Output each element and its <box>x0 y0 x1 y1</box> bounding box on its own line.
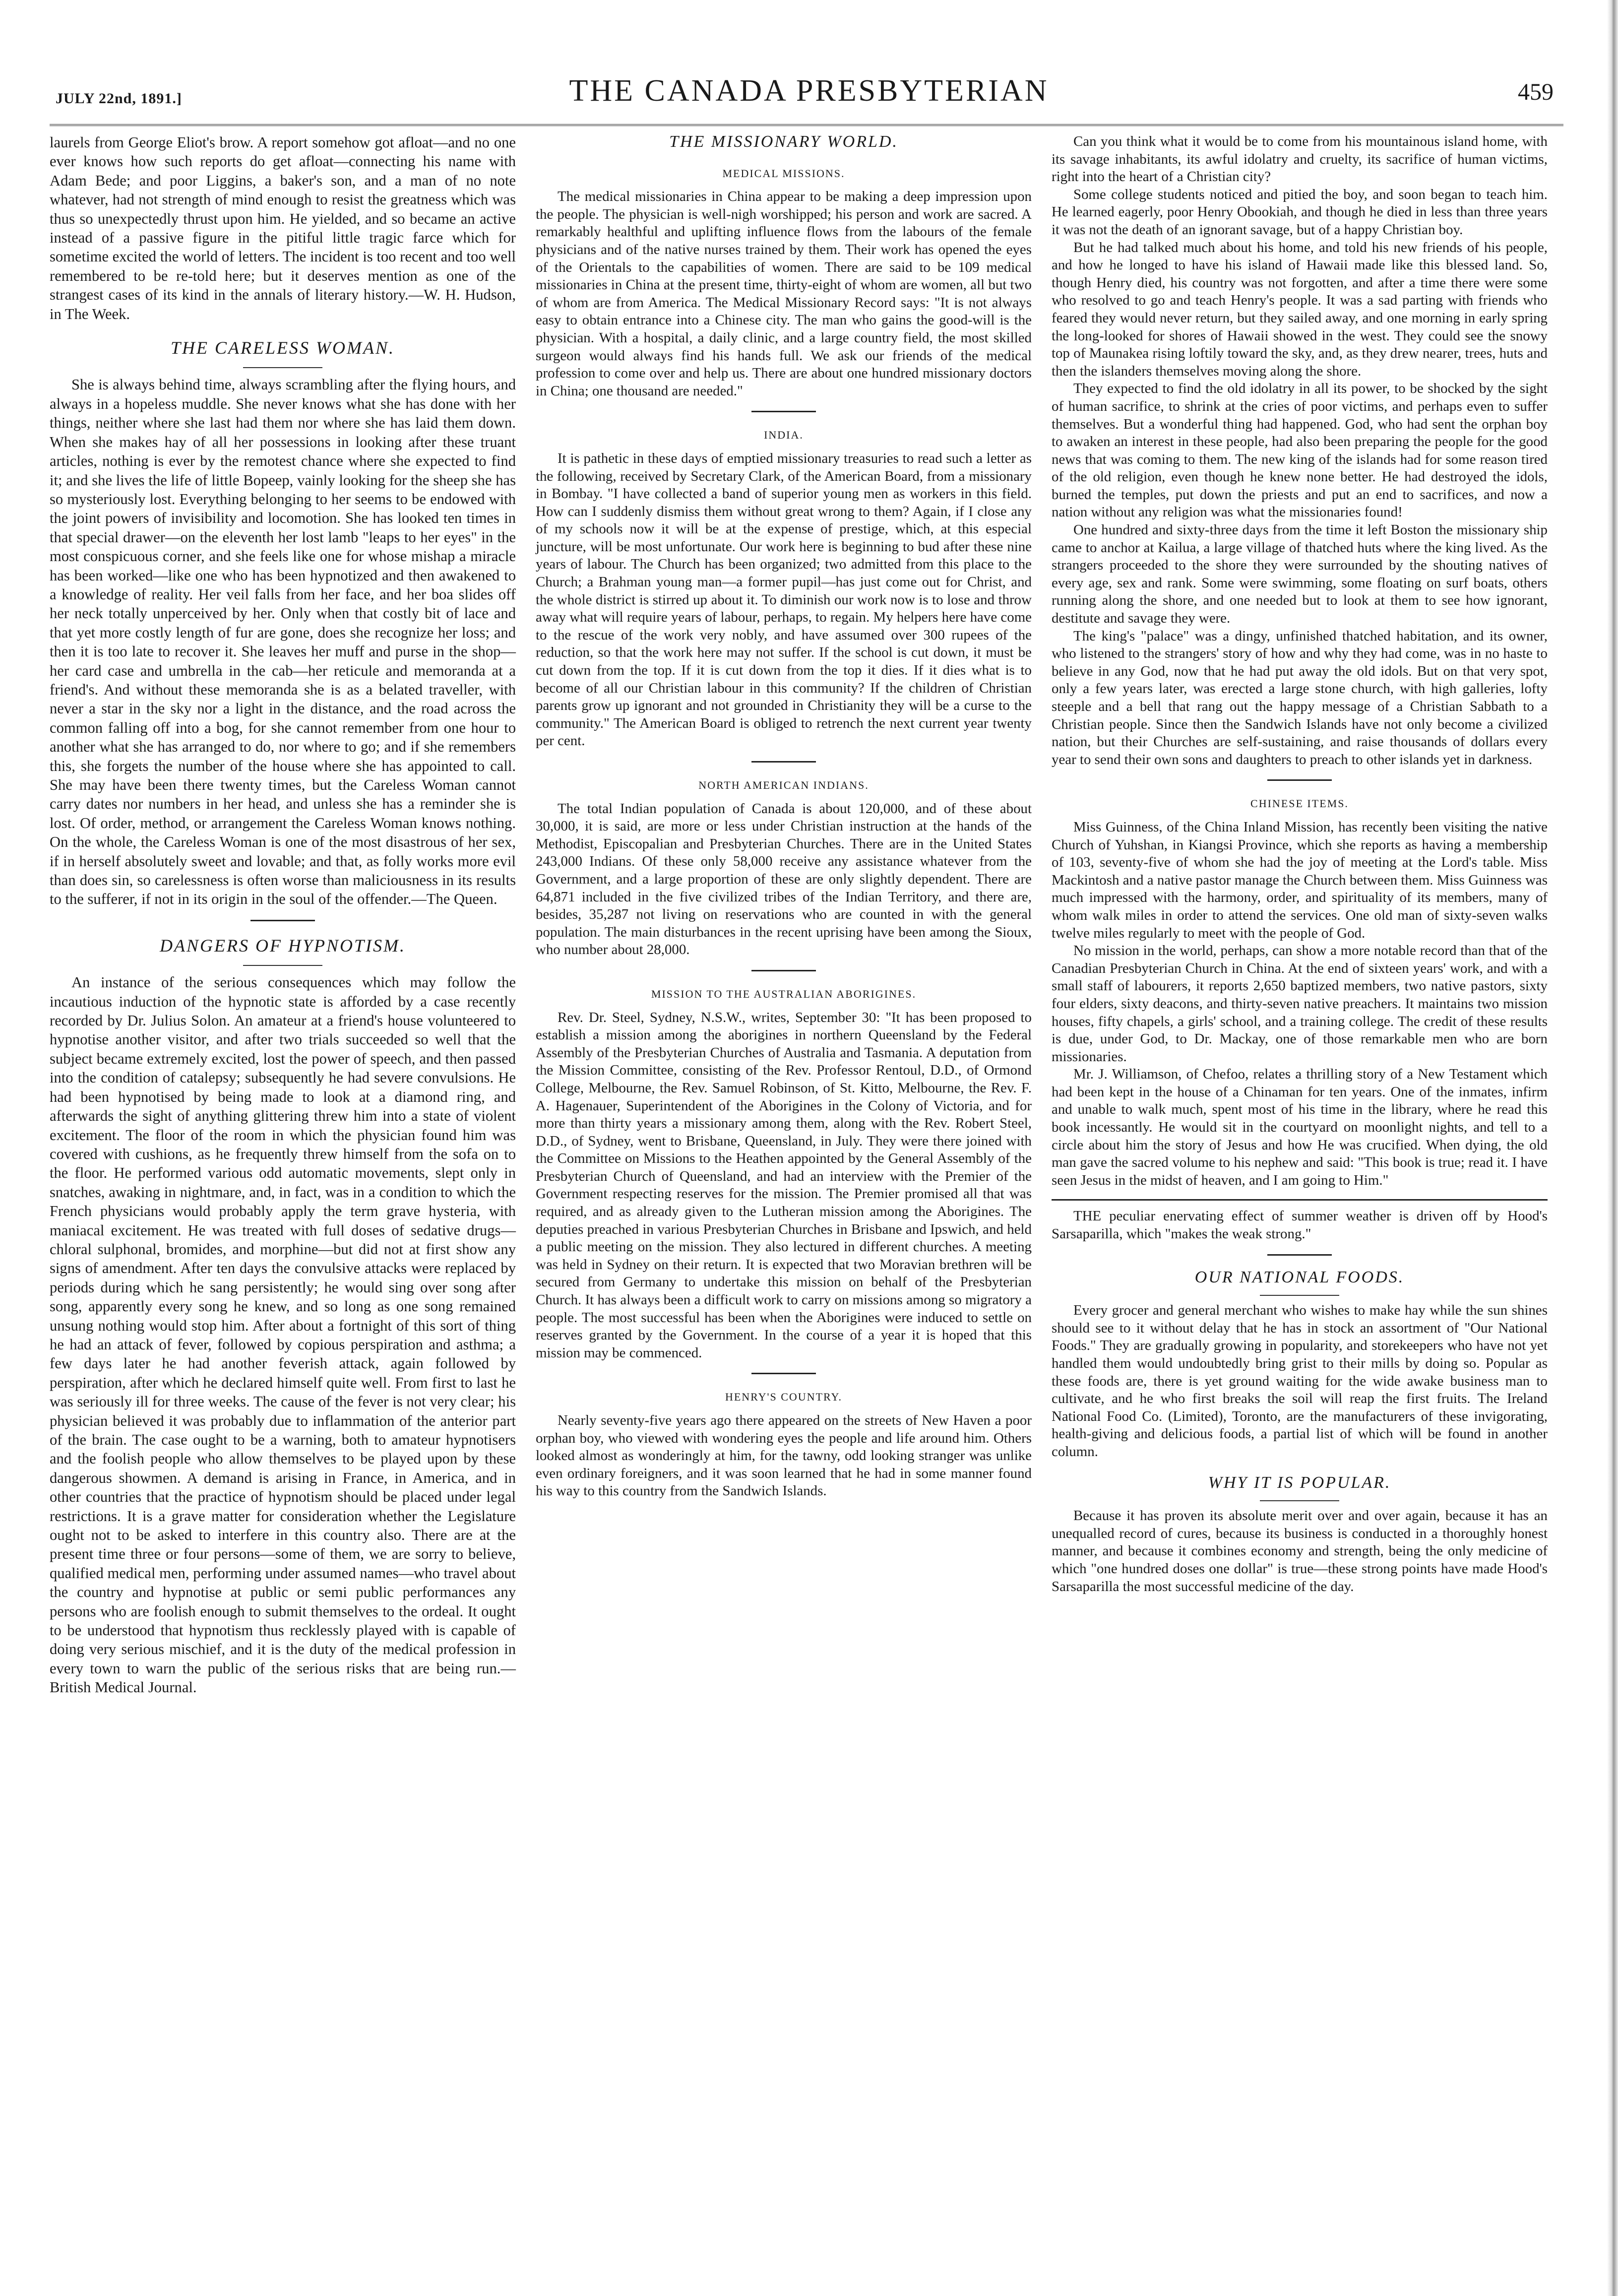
column-1 <box>50 133 516 1697</box>
column-3 <box>1052 133 1548 1595</box>
chinese-items-heading: CHINESE ITEMS. <box>1250 797 1349 810</box>
publication-title: THE CANADA PRESBYTERIAN <box>569 74 1049 108</box>
article-divider <box>1267 1254 1332 1256</box>
hypnotism-body: An instance of the serious consequences which may follow the incautious induction of the hypnotic state is afforded by a case recently recorded by Dr. Julius Solon. An amateur at a friend's house volunteered to hypnotise another visitor, and after two trials succeeded so well that the subject became extremely excited, lost the power of speech, and then passed into the condition of catalepsy; subsequently he had severe convulsions. He had been hypnotised by being made to look at a diamond ring, and afterwards the sight of anything glittering threw him into a state of violent excitement. The floor of the room in which the physician found him was covered with cushions, as he frequently threw himself from the sofa on to the floor. He performed various odd automatic movements, slept only in snatches, awaking in nightmare, and, in fact, was in a condition to which the French physicians would probably apply the term grave hysteria, with maniacal excitement. He was treated with full doses of sedative drugs—chloral sulphonal, bromides, and morphine—but did not at first show any signs of amendment. After ten days the convulsive attacks were replaced by periods during which he sang persistently; he would sing over song after song, apparently every song he knew, and so long as one song remained unsung nothing would stop him. After about a fortnight of this sort of thing he had an attack of fever, followed by copious perspiration and asthma; a few days later he had another feverish attack, again followed by perspiration, after which he declared himself quite well. From first to last he was seriously ill for three weeks. The cause of the fever is not very clear; his physician believed it was probably due to inflammation of the anterior part of the brain. The case ought to be a warning, both to amateur hypnotisers and the foolish people who allow themselves to be played upon by these dangerous showmen. A demand is arising in France, in America, and in other countries that the practice of hypnotism should be placed under legal restrictions. It is a grave matter for consideration whether the Legislature ought not to be asked to interfere in this country also. There are at the present time three or four persons—some of them, we are sorry to believe, qualified medical men, performing under assumed names—who travel about the country and hypnotise at public or semi public performances any persons who are foolish enough to submit themselves to the ordeal. It ought to be understood that hypnotism thus recklessly played with is capable of doing very serious mischief, and it is the duty of the medical profession in every town to warn the public of the serious risks that are being run.—British Medical Journal. <box>50 974 516 1696</box>
chinese-items-paragraph: Mr. J. Williamson, of Chefoo, relates a thrilling story of a New Testament which had been kept in the house of a Chinaman for ten years. One of the inmates, infirm and unable to walk much, spent most of his time in the library, where he read this book incessantly. He would sit in the courtyard on moonlight nights, and tell to a circle about him the story of Jesus and how He was crucified. When dying, the old man gave the sacred volume to his nephew and said: "This book is true; read it. I have seen Jesus in the midst of heaven, and I am going to Him." <box>1052 1066 1548 1188</box>
masthead <box>0 69 1618 129</box>
india-body: It is pathetic in these days of emptied missionary treasuries to read such a letter as the following, received by Secretary Clark, of the American Board, from a missionary in Bombay. "I have collected a band of superior young men as workers in this field. How can I suddenly dismiss them without great wrong to them? Again, if I close any of my schools now it will be at the expense of prestige, which, at this especial juncture, will be most unfortunate. Our work here is beginning to bud after these nine years of labour. The Church has been organized; two admitted from this place to the Church; a Brahman young man—a former pupil—has just come out for Christ, and the whole district is stirred up about it. To diminish our work now is to lose and throw away what will require years of labour, perhaps, to regain. My helpers here have come to the rescue of the work very nobly, and have assumed over 300 rupees of the reduction, so that the work here may not suffer. If the school is cut down, it must be cut down from the top. If it is cut down from the top it dies. If it dies what is to become of all our Christian labour in this community? If the children of Christian parents grow up ignorant and not grounded in Christianity they will be a curse to the community." The American Board is obliged to retrench the next current year twenty per cent. <box>536 450 1032 749</box>
careless-woman-body: She is always behind time, always scrambling after the flying hours, and always in a hopeless muddle. She never knows what she has done with her things, neither where she last had them nor where she has laid them down. When she makes hay of all her possessions in looking after these truant articles, nothing is ever by the remotest chance where she expected to find it; and she lives the life of little Bopeep, vainly looking for the sheep she has so mysteriously lost. Everything belonging to her seems to be endowed with the joint powers of invisibility and locomotion. She has looked ten times in that special drawer—on the eleventh her lost lamb "leaps to her eyes" in the most conspicuous corner, and she feels like one for whose mishap a miracle has been worked—like one who has been hypnotized and then awakened to a knowledge of reality. Her veil falls from her face, and her boa slides off her neck totally unperceived by her. Only when that costly bit of lace and that yet more costly length of fur are gone, does she recognize her loss; and then it is too late to recover it. She leaves her muff and purse in the shop—her card case and umbrella in the cab—her reticule and memoranda at a friend's. And without these memoranda she is as a belated traveller, with never a star in the sky nor a light in the distance, and the road across the common falling off into a bog, for she cannot remember from one hour to another what she has arranged to do, nor where to go; and if she remembers this, she forgets the number of the house where she has appointed to call. She may have been there twenty times, but the Careless Woman cannot carry dates nor numbers in her head, and unless she has a reminder she is lost. Of order, method, or arrangement the Careless Woman knows nothing. On the whole, the Careless Woman is one of the most disastrous of her sex, if in herself absolutely sweet and lovable; and that, as folly works more evil than does sin, so carelessness is often worse than maliciousness in its results to the sufferer, if not in its origin in the soul of the offender.—The Queen. <box>50 376 516 908</box>
page-number: 459 <box>1518 79 1554 105</box>
article-divider <box>751 970 816 971</box>
masthead-rule <box>50 124 1563 126</box>
henrys-country-paragraph: The king's "palace" was a dingy, unfinished thatched habitation, and its owner, who listened to the strangers' story of how and why they had come, was in no haste to believe in any God, now that he had put away the old idols. But on that very spot, only a few years later, was erected a large stone church, with high galleries, lofty steeple and a bell that rang out the happy message of a Christian Sabbath to a Christian people. Since then the Sandwich Islands have not only become a civilized nation, but their Churches are self-sustaining, and raise thousands of dollars every year to send their own sons and daughters to preach to other islands yet in darkness. <box>1052 628 1548 767</box>
heading-rule <box>243 367 322 368</box>
hypnotism-heading: DANGERS OF HYPNOTISM. <box>160 935 406 956</box>
medical-missions-body: The medical missionaries in China appear to be making a deep impression upon the people. The physician is well-nigh worshipped; his person and work are sacred. A remarkably healthful and uplifting influence flows from the labours of the female physicians and of the native nurses trained by them. Their work has opened the eyes of the Orientals to the capabilities of women. There are said to be 109 medical missionaries in China at the present time, thirty-eight of whom are women, all but two of whom are from America. The Medical Missionary Record says: "It is not always easy to obtain entrance into a Chinese city. The man who gains the good-will is the physician. With a hospital, a daily clinic, and a large country field, the most skilled surgeon would always find his hands full. We ask our friends of the medical profession to come over and help us. There are about one hundred missionary doctors in China; one thousand are needed." <box>536 189 1032 399</box>
sarsaparilla-notice <box>1052 1199 1548 1243</box>
issue-date: JULY 22nd, 1891.] <box>56 90 182 107</box>
heading-rule <box>243 965 322 966</box>
column-2 <box>536 133 1032 1500</box>
north-american-indians-body: The total Indian population of Canada is about 120,000, and of these about 30,000, it is said, are more or less under Christian instruction at the hands of the Methodist, Episcopalian and Presbyterian Churches. There are in the United States 243,000 Indians. Of these only 58,000 receive any assistance whatever from the Government, and a large proportion of these are only slightly dependent. There are 64,871 included in the five civilized tribes of the Indian Territory, and there are, besides, 35,287 not living on reservations who are counted in with the general population. The main disturbances in the recent uprising have been among the Sioux, who number about 28,000. <box>536 800 1032 958</box>
india-heading: INDIA. <box>764 429 804 442</box>
article-divider <box>250 920 315 921</box>
why-popular-body: Because it has proven its absolute merit over and over again, because it has an unequalled record of cures, because its business is conducted in a thoroughly honest manner, and because it combines economy and strength, being the only medicine of which "one hundred doses one dollar" is true—these strong points have made Hood's Sarsaparilla the most successful medicine of the day. <box>1052 1508 1548 1594</box>
australian-aborigines-body: Rev. Dr. Steel, Sydney, N.S.W., writes, September 30: "It has been proposed to establish a mission among the aborigines in northern Queensland by the Federal Assembly of the Presbyterian Churches of Australia and Tasmania. A deputation from the Mission Committee, consisting of the Rev. Professor Rentoul, D.D., of Ormond College, Melbourne, the Rev. Samuel Robinson, of St. Kitto, Melbourne, the Rev. F. A. Hagenauer, Superintendent of the Aborigines in the Colony of Victoria, and for more than thirty years a missionary among them, along with the Rev. Robert Steel, D.D., of Sydney, went to Brisbane, Queensland, in July. They were there joined with the Committee on Missions to the Heathen appointed by the General Assembly of the Presbyterian Church of Queensland, and had an interview with the Premier of the Government respecting reserves for the mission. The Premier promised all that was required, and as already given to the Lutheran mission among the Aborigines. The deputies preached in various Presbyterian Churches in Brisbane and Ipswich, and held a public meeting on the mission. They also lectured in different churches. A meeting was held in Sydney on their return. It is expected that two Moravian brethren will be secured from Germany to undertake this mission on behalf of the Presbyterian Church. It has always been a difficult work to carry on missions among so migratory a people. The most successful has been when the Aborigines were induced to settle on reserves granted by the Government. In the course of a year it is hoped that this mission may be commenced. <box>536 1009 1032 1361</box>
careless-woman-heading: THE CARELESS WOMAN. <box>171 338 395 358</box>
north-american-indians-heading: NORTH AMERICAN INDIANS. <box>698 779 869 791</box>
medical-missions-heading: MEDICAL MISSIONS. <box>722 167 845 180</box>
article-divider <box>1267 779 1332 781</box>
sarsaparilla-notice-text: THE peculiar enervating effect of summer weather is driven off by Hood's Sarsaparilla, which "makes the weak strong." <box>1052 1208 1548 1242</box>
missionary-world-heading: THE MISSIONARY WORLD. <box>669 132 898 151</box>
henrys-country-paragraph: But he had talked much about his home, and told his new friends of his people, and how he longed to have his island of Hawaii made like this blessed land. So, though Henry died, his country was not forgotten, and after a time there were some who resolved to go and teach Henry's people. It was a sad parting with friends who feared they would never return, but they sailed away, and one morning in early spring the long-looked for shores of Hawaii showed in the west. They could see the snowy top of Maunakea rising loftily toward the sky, and, as they drew nearer, trees, huts and then the islanders themselves moving along the shore. <box>1052 239 1548 379</box>
chinese-items-paragraph: No mission in the world, perhaps, can show a more notable record than that of the Canadian Presbyterian Church in China. At the end of sixteen years' work, and with a small staff of labourers, it reports 2,650 baptized members, two native pastors, sixty four elders, sixty deacons, and thirty-seven native preachers. It maintains two mission houses, fifty chapels, a girls' school, and a training college. The credit of these results is due, under God, to Dr. Mackay, one of those remarkable men who are born missionaries. <box>1052 943 1548 1065</box>
australian-aborigines-heading: MISSION TO THE AUSTRALIAN ABORIGINES. <box>651 987 917 1000</box>
henrys-country-body: Nearly seventy-five years ago there appeared on the streets of New Haven a poor orphan boy, who viewed with wondering eyes the people and life around him. Others looked almost as wonderingly at him, for the tawny, odd looking stranger was unlike even ordinary foreigners, and it was soon learned that he had in some manner found his way to this country from the Sandwich Islands. <box>536 1412 1032 1499</box>
national-foods-heading: OUR NATIONAL FOODS. <box>1194 1268 1405 1286</box>
heading-rule <box>1260 1295 1339 1296</box>
henrys-country-paragraph: Can you think what it would be to come from his mountainous island home, with its savage inhabitants, its awful idolatry and cruelty, its sacrifice of human victims, right into the heart of a Christian city? <box>1052 133 1548 185</box>
henrys-country-heading: HENRY'S COUNTRY. <box>725 1391 843 1403</box>
article-divider <box>751 411 816 412</box>
article-continuation: laurels from George Eliot's brow. A report somehow got afloat—and no one ever knows how such reports do get afloat—connecting his name with Adam Bede; and poor Liggins, a baker's son, and a man of no note whatever, had not strength of mind enough to resist the greatness which was thus so unexpectedly thrust upon him. He yielded, and so became an active instead of a passive figure in the pitiful little tragic farce which for sometime excited the world of letters. The incident is too recent and too well remembered to be re-told here; but it deserves mention as one of the strangest cases of its kind in the annals of literary history.—W. H. Hudson, in The Week. <box>50 134 516 322</box>
chinese-items-paragraph: Miss Guinness, of the China Inland Mission, has recently been visiting the native Church of Yuhshan, in Kiangsi Province, which she reports as having a membership of 103, seventy-five of whom she had the joy of meeting at the Lord's table. Miss Mackintosh and a native pastor manage the Church between them. Miss Guinness was much impressed with the harmony, order, and spirituality of its members, many of whom walk miles in order to attend the services. One old man of sixty-seven walks twelve miles regularly to meet with the people of God. <box>1052 819 1548 941</box>
henrys-country-paragraph: Some college students noticed and pitied the boy, and soon began to teach him. He learned eagerly, poor Henry Obookiah, and though he died in less than three years it was not the death of an ignorant savage, but of a happy Christian boy. <box>1052 186 1548 238</box>
heading-rule <box>1260 1500 1339 1501</box>
binding-edge <box>1607 0 1618 2296</box>
article-divider <box>751 1373 816 1374</box>
henrys-country-paragraph: One hundred and sixty-three days from the time it left Boston the missionary ship came to anchor at Kailua, a large village of thatched huts where the king lived. As the strangers proceeded to the shore they were surrounded by the shouting natives of every age, sex and rank. Some were swimming, some floating on surf boats, others running along the shore, and one needed but to look at them to see how ignorant, destitute and savage they were. <box>1052 522 1548 627</box>
why-popular-heading: WHY IT IS POPULAR. <box>1208 1473 1391 1492</box>
henrys-country-paragraph: They expected to find the old idolatry in all its power, to be shocked by the sight of human sacrifice, to shrink at the cries of poor victims, and perhaps even to suffer themselves. But a wonderful thing had happened. God, who had sent the orphan boy to awaken an interest in these people, had also been preparing the people for the good news that was coming to them. The new king of the islands had for some reason tired of the old religion, even though he knew none better. He had destroyed the idols, burned the temples, put down the priests and put an end to sacrifices, and now a nation without any religion was what the missionaries found! <box>1052 381 1548 520</box>
article-divider <box>751 761 816 763</box>
national-foods-body: Every grocer and general merchant who wishes to make hay while the sun shines should see to it without delay that he has in stock an assortment of "Our National Foods." They are gradually growing in popularity, and storekeepers who have not yet handled them would undoubtedly bring grist to their mills by doing so. Popular as these foods are, there is yet ground waiting for the wide awake business man to cultivate, and he who first breaks the soil will reap the first fruits. The Ireland National Food Co. (Limited), Toronto, are the manufacturers of these invigorating, health-giving and delicious foods, a partial list of which will be found in another column. <box>1052 1302 1548 1460</box>
